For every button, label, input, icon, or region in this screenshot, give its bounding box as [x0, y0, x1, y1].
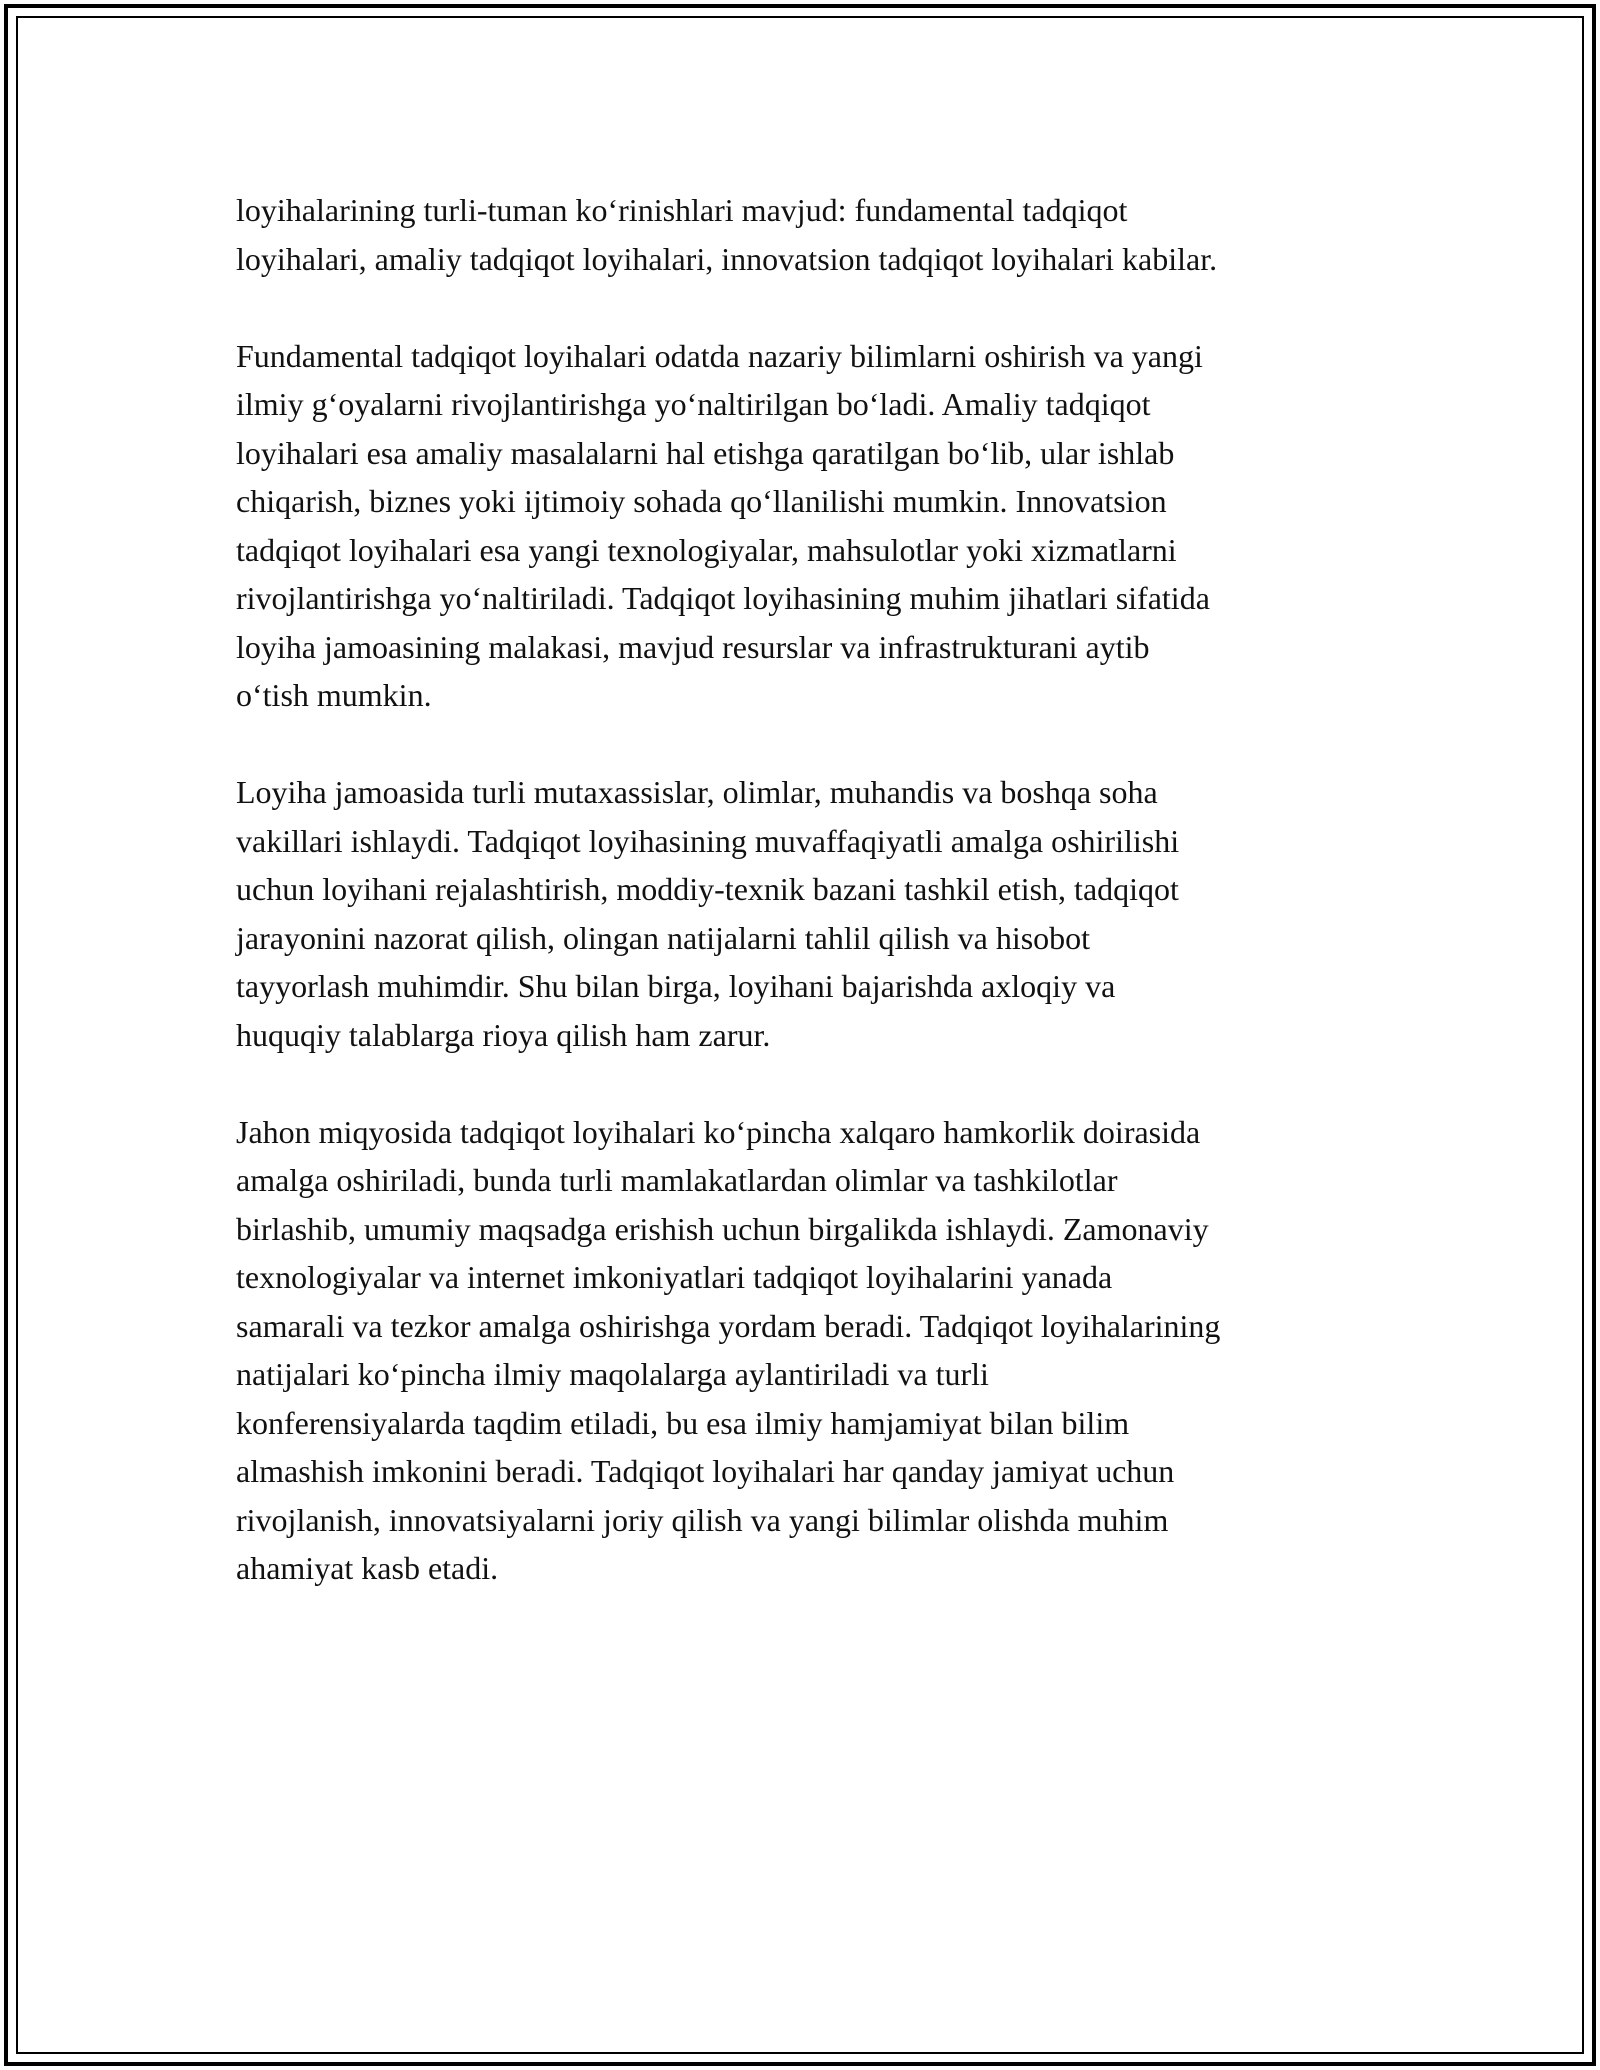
paragraph-2: Fundamental tadqiqot loyihalari odatda nazariy bilimlarni oshirish va yangi ilmiy g‘oyalarni rivojlantirishga yo‘naltirilgan bo‘ladi. Amaliy tadqiqot loyihalari esa amaliy masalalarni hal etishga qaratilgan bo‘lib, ular ishlab chiqarish, biznes yoki ijtimoiy sohada qo‘llanilishi mumkin. Innovatsion tadqiqot loyihalari esa yangi texnologiyalar, mahsulotlar yoki xizmatlarni rivojlantirishga yo‘naltiriladi. Tadqiqot loyihasining muhim jihatlari sifatida loyiha jamoasining malakasi, mavjud resurslar va infrastrukturani aytib o‘tish mumkin. — [236, 337, 1210, 713]
document-body — [236, 186, 1386, 1641]
paragraph-3: Loyiha jamoasida turli mutaxassislar, olimlar, muhandis va boshqa soha vakillari ishlaydi. Tadqiqot loyihasining muvaffaqiyatli amalga oshirilishi uchun loyihani rejalashtirish, moddiy-texnik bazani tashkil etish, tadqiqot jarayonini nazorat qilish, olingan natijalarni tahlil qilish va hisobot tayyorlash muhimdir. Shu bilan birga, loyihani bajarishda axloqiy va huquqiy talablarga rioya qilish ham zarur. — [236, 774, 1180, 1053]
paragraph-4: Jahon miqyosida tadqiqot loyihalari ko‘pincha xalqaro hamkorlik doirasida amalga oshiriladi, bunda turli mamlakatlardan olimlar va tashkilotlar birlashib, umumiy maqsadga erishish uchun birgalikda ishlaydi. Zamonaviy texnologiyalar va internet imkoniyatlari tadqiqot loyihalarini yanada samarali va tezkor amalga oshirishga yordam beradi. Tadqiqot loyihalarining natijalari ko‘pincha ilmiy maqolalarga aylantiriladi va turli konferensiyalarda taqdim etiladi, bu esa ilmiy hamjamiyat bilan bilim almashish imkonini beradi. Tadqiqot loyihalari har qanday jamiyat uchun rivojlanish, innovatsiyalarni joriy qilish va yangi bilimlar olishda muhim ahamiyat kasb etadi. — [236, 1113, 1221, 1586]
paragraph-1: loyihalarining turli-tuman ko‘rinishlari mavjud: fundamental tadqiqot loyihalari, amaliy tadqiqot loyihalari, innovatsion tadqiqot loyihalari kabilar. — [236, 192, 1218, 277]
